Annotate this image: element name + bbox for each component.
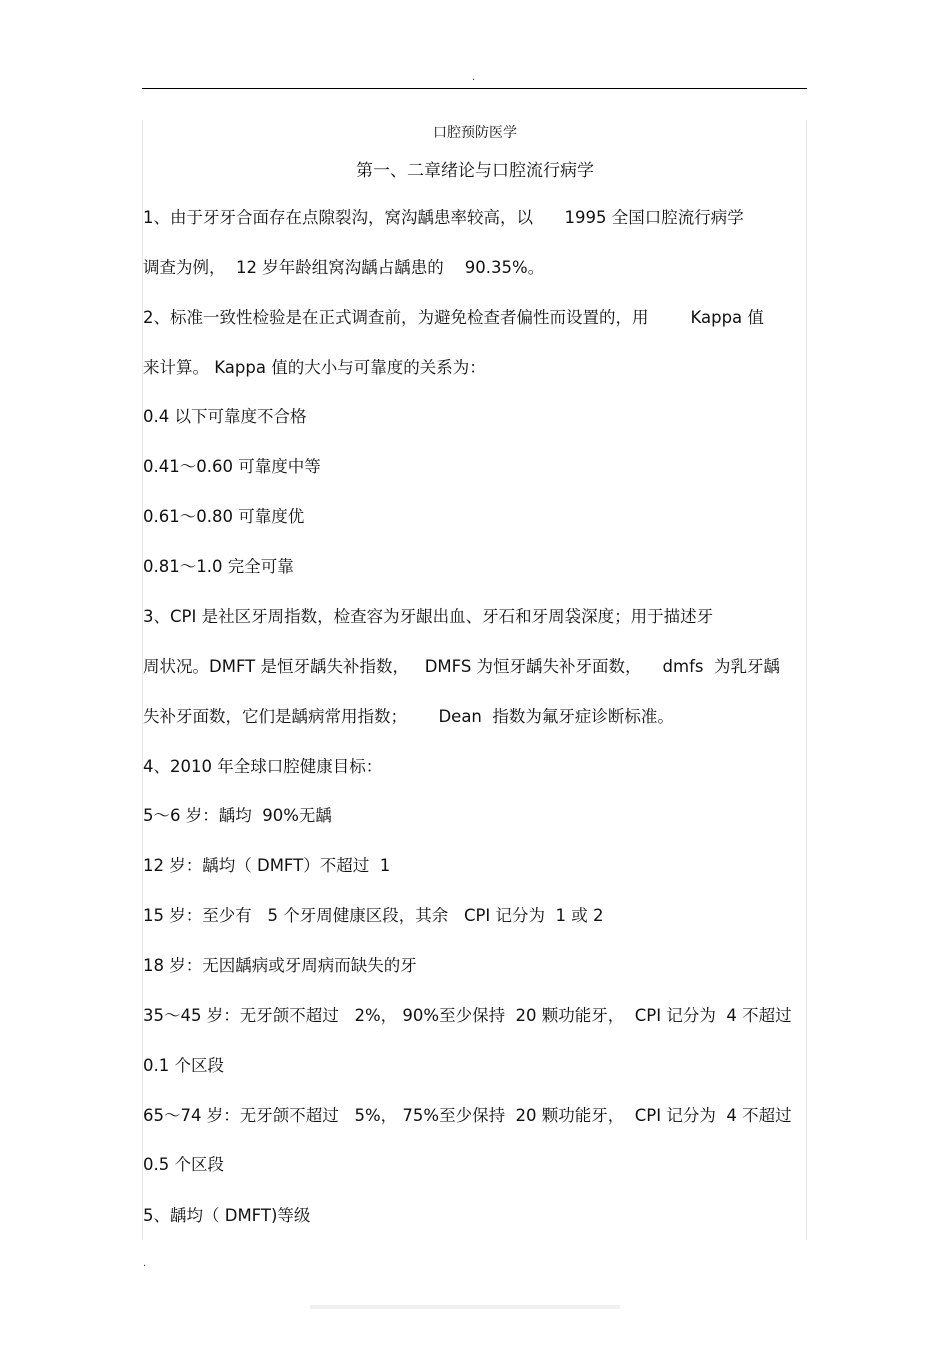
text-line: 0.5 个区段 xyxy=(143,1155,224,1174)
text-line: 65～74 岁：无牙颌不超过 5%， 75%至少保持 20 颗功能牙， CPI 记分为 4 不超过 xyxy=(143,1106,792,1125)
text-line: 3、CPI 是社区牙周指数，检查容为牙龈出血、牙石和牙周袋深度；用于描述牙 xyxy=(143,607,714,626)
text-line: 5～6 岁：龋均 90%无龋 xyxy=(143,806,332,825)
text-line: 5、龋均（ DMFT)等级 xyxy=(143,1206,311,1225)
text-line: 2、标准一致性检验是在正式调查前，为避免检查者偏性而设置的，用 Kappa 值 xyxy=(143,308,764,327)
chapter-title: 第一、二章绪论与口腔流行病学 xyxy=(356,161,594,181)
text-line: 调查为例， 12 岁年龄组窝沟龋占龋患的 90.35%。 xyxy=(143,258,545,277)
text-line: 1、由于牙牙合面存在点隙裂沟，窝沟龋患率较高，以 1995 全国口腔流行病学 xyxy=(143,208,744,227)
header-dot: . xyxy=(472,72,476,83)
text-line: 15 岁：至少有 5 个牙周健康区段，其余 CPI 记分为 1 或 2 xyxy=(143,906,604,925)
text-line: 失补牙面数，它们是龋病常用指数； Dean 指数为氟牙症诊断标准。 xyxy=(143,707,674,726)
footer-dot: . xyxy=(143,1258,147,1269)
document-title: 口腔预防医学 xyxy=(433,125,517,141)
text-line: 0.1 个区段 xyxy=(143,1056,224,1075)
header-rule xyxy=(142,88,807,89)
text-line: 周状况。DMFT 是恒牙龋失补指数， DMFS 为恒牙龋失补牙面数， dmfs 为乳牙龋 xyxy=(143,657,780,676)
text-line: 18 岁：无因龋病或牙周病而缺失的牙 xyxy=(143,956,417,975)
text-line: 35～45 岁：无牙颌不超过 2%， 90%至少保持 20 颗功能牙， CPI 记分为 4 不超过 xyxy=(143,1006,792,1025)
text-line: 4、2010 年全球口腔健康目标： xyxy=(143,757,383,776)
text-line: 0.41～0.60 可靠度中等 xyxy=(143,457,321,476)
text-line: 0.4 以下可靠度不合格 xyxy=(143,407,307,426)
footer-watermark xyxy=(310,1305,620,1309)
text-line: 0.61～0.80 可靠度优 xyxy=(143,507,305,526)
text-line: 0.81～1.0 完全可靠 xyxy=(143,557,294,576)
text-line: 来计算。 Kappa 值的大小与可靠度的关系为： xyxy=(143,358,486,377)
text-line: 12 岁：龋均（ DMFT）不超过 1 xyxy=(143,856,391,875)
